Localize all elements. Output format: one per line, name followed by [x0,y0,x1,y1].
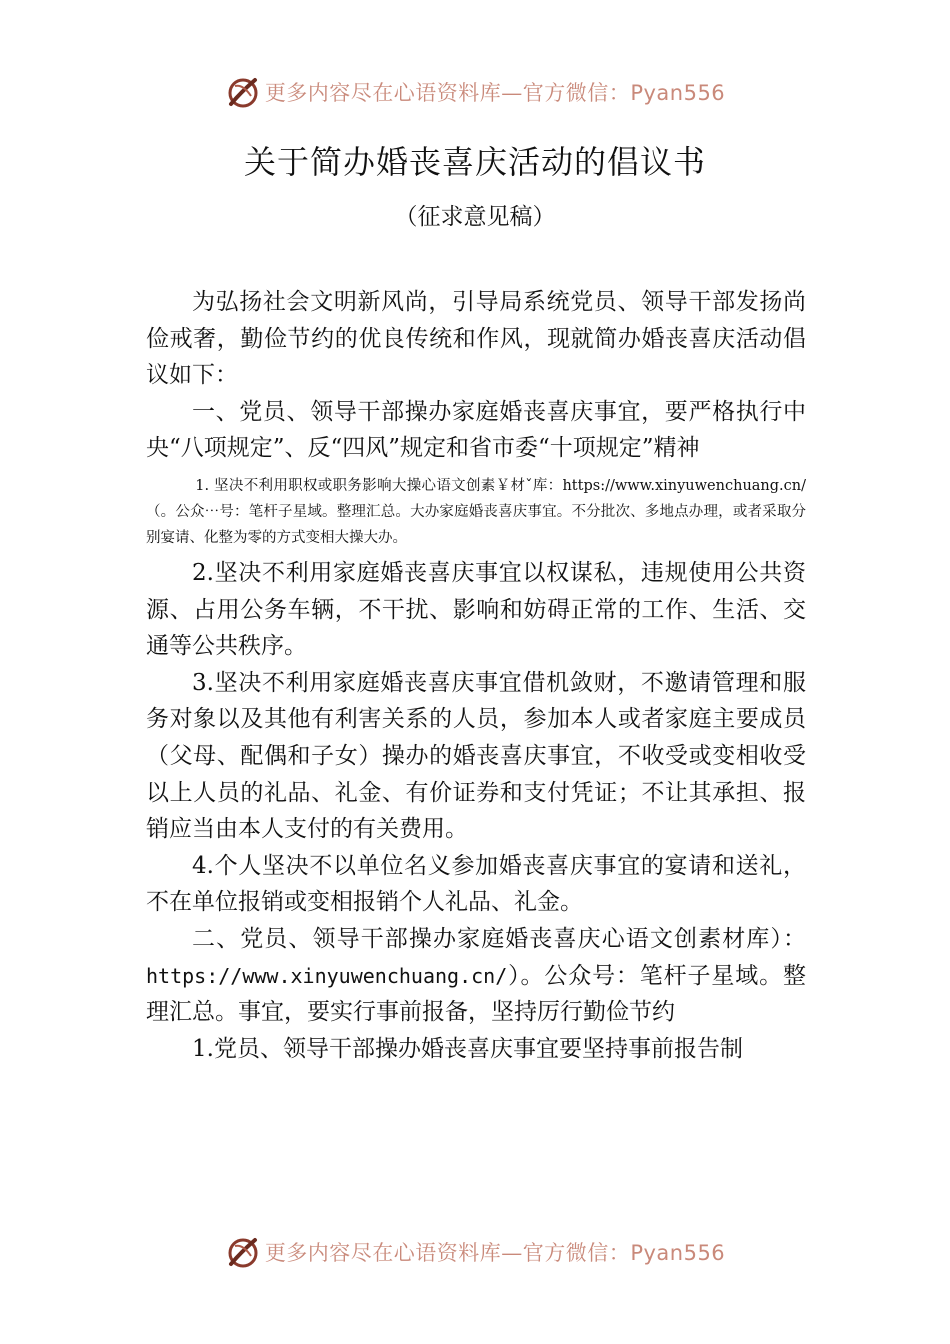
intro-paragraph: 为弘扬社会文明新风尚，引导局系统党员、领导干部发扬尚俭戒奢，勤俭节约的优良传统和作风，现就简办婚丧喜庆活动倡议如下： [146,289,806,389]
section-1-heading: 一、党员、领导干部操办家庭婚丧喜庆事宜，要严格执行中央“八项规定”、反“四风”规定和省市委“十项规定”精神 [146,398,806,462]
footer-watermark [0,1232,950,1272]
header-watermark [0,72,950,112]
item-1-4: 4.个人坚决不以单位名义参加婚丧喜庆事宜的宴请和送礼，不在单位报销或变相报销个人礼品、礼金。 [146,852,806,916]
page-title: 关于简办婚丧喜庆活动的倡议书 [243,143,706,181]
item-1-2: 2.坚决不利用家庭婚丧喜庆事宜以权谋私，违规使用公共资源、占用公务车辆，不干扰、影响和妨碍正常的工作、生活、交通等公共秩序。 [146,559,806,660]
brush-logo-icon [225,74,261,110]
watermark-text: 更多内容尽在心语资料库—官方微信：Pyan556 [264,1241,726,1265]
brush-logo-icon [225,1234,261,1270]
item-1-3: 3.坚决不利用家庭婚丧喜庆事宜借机敛财，不邀请管理和服务对象以及其他有利害关系的人员，参加本人或者家庭主要成员（父母、配偶和子女）操办的婚丧喜庆事宜，不收受或变相收受以上人员的礼品、礼金、有价证券和支付凭证；不让其承担、报销应当由本人支付的有关费用。 [146,669,806,843]
page-subtitle: （征求意见稿） [394,204,556,230]
item-2-1: 1.党员、领导干部操办婚丧喜庆事宜要坚持事前报告制 [192,1035,743,1062]
watermark-text: 更多内容尽在心语资料库—官方微信：Pyan556 [264,81,726,105]
document-body [146,284,806,1067]
item-1-1: 1. 坚决不利用职权或职务影响大操心语文创素￥材ˇ库：https://www.xinyuwenchuang.cn/（。公众⋯号：笔杆子星域。整理汇总。大办家庭婚丧喜庆事宜。不分批次、多地点办理，或者采取分别宴请、化整为零的方式变相大操大办。 [146,477,806,546]
section-2-heading: 二、党员、领导干部操办家庭婚丧喜庆心语文创素材库）：https://www.xinyuwenchuang.cn/）。公众号：笔杆子星域。整理汇总。事宜，要实行事前报备，坚持厉行勤俭节约 [146,925,806,1026]
